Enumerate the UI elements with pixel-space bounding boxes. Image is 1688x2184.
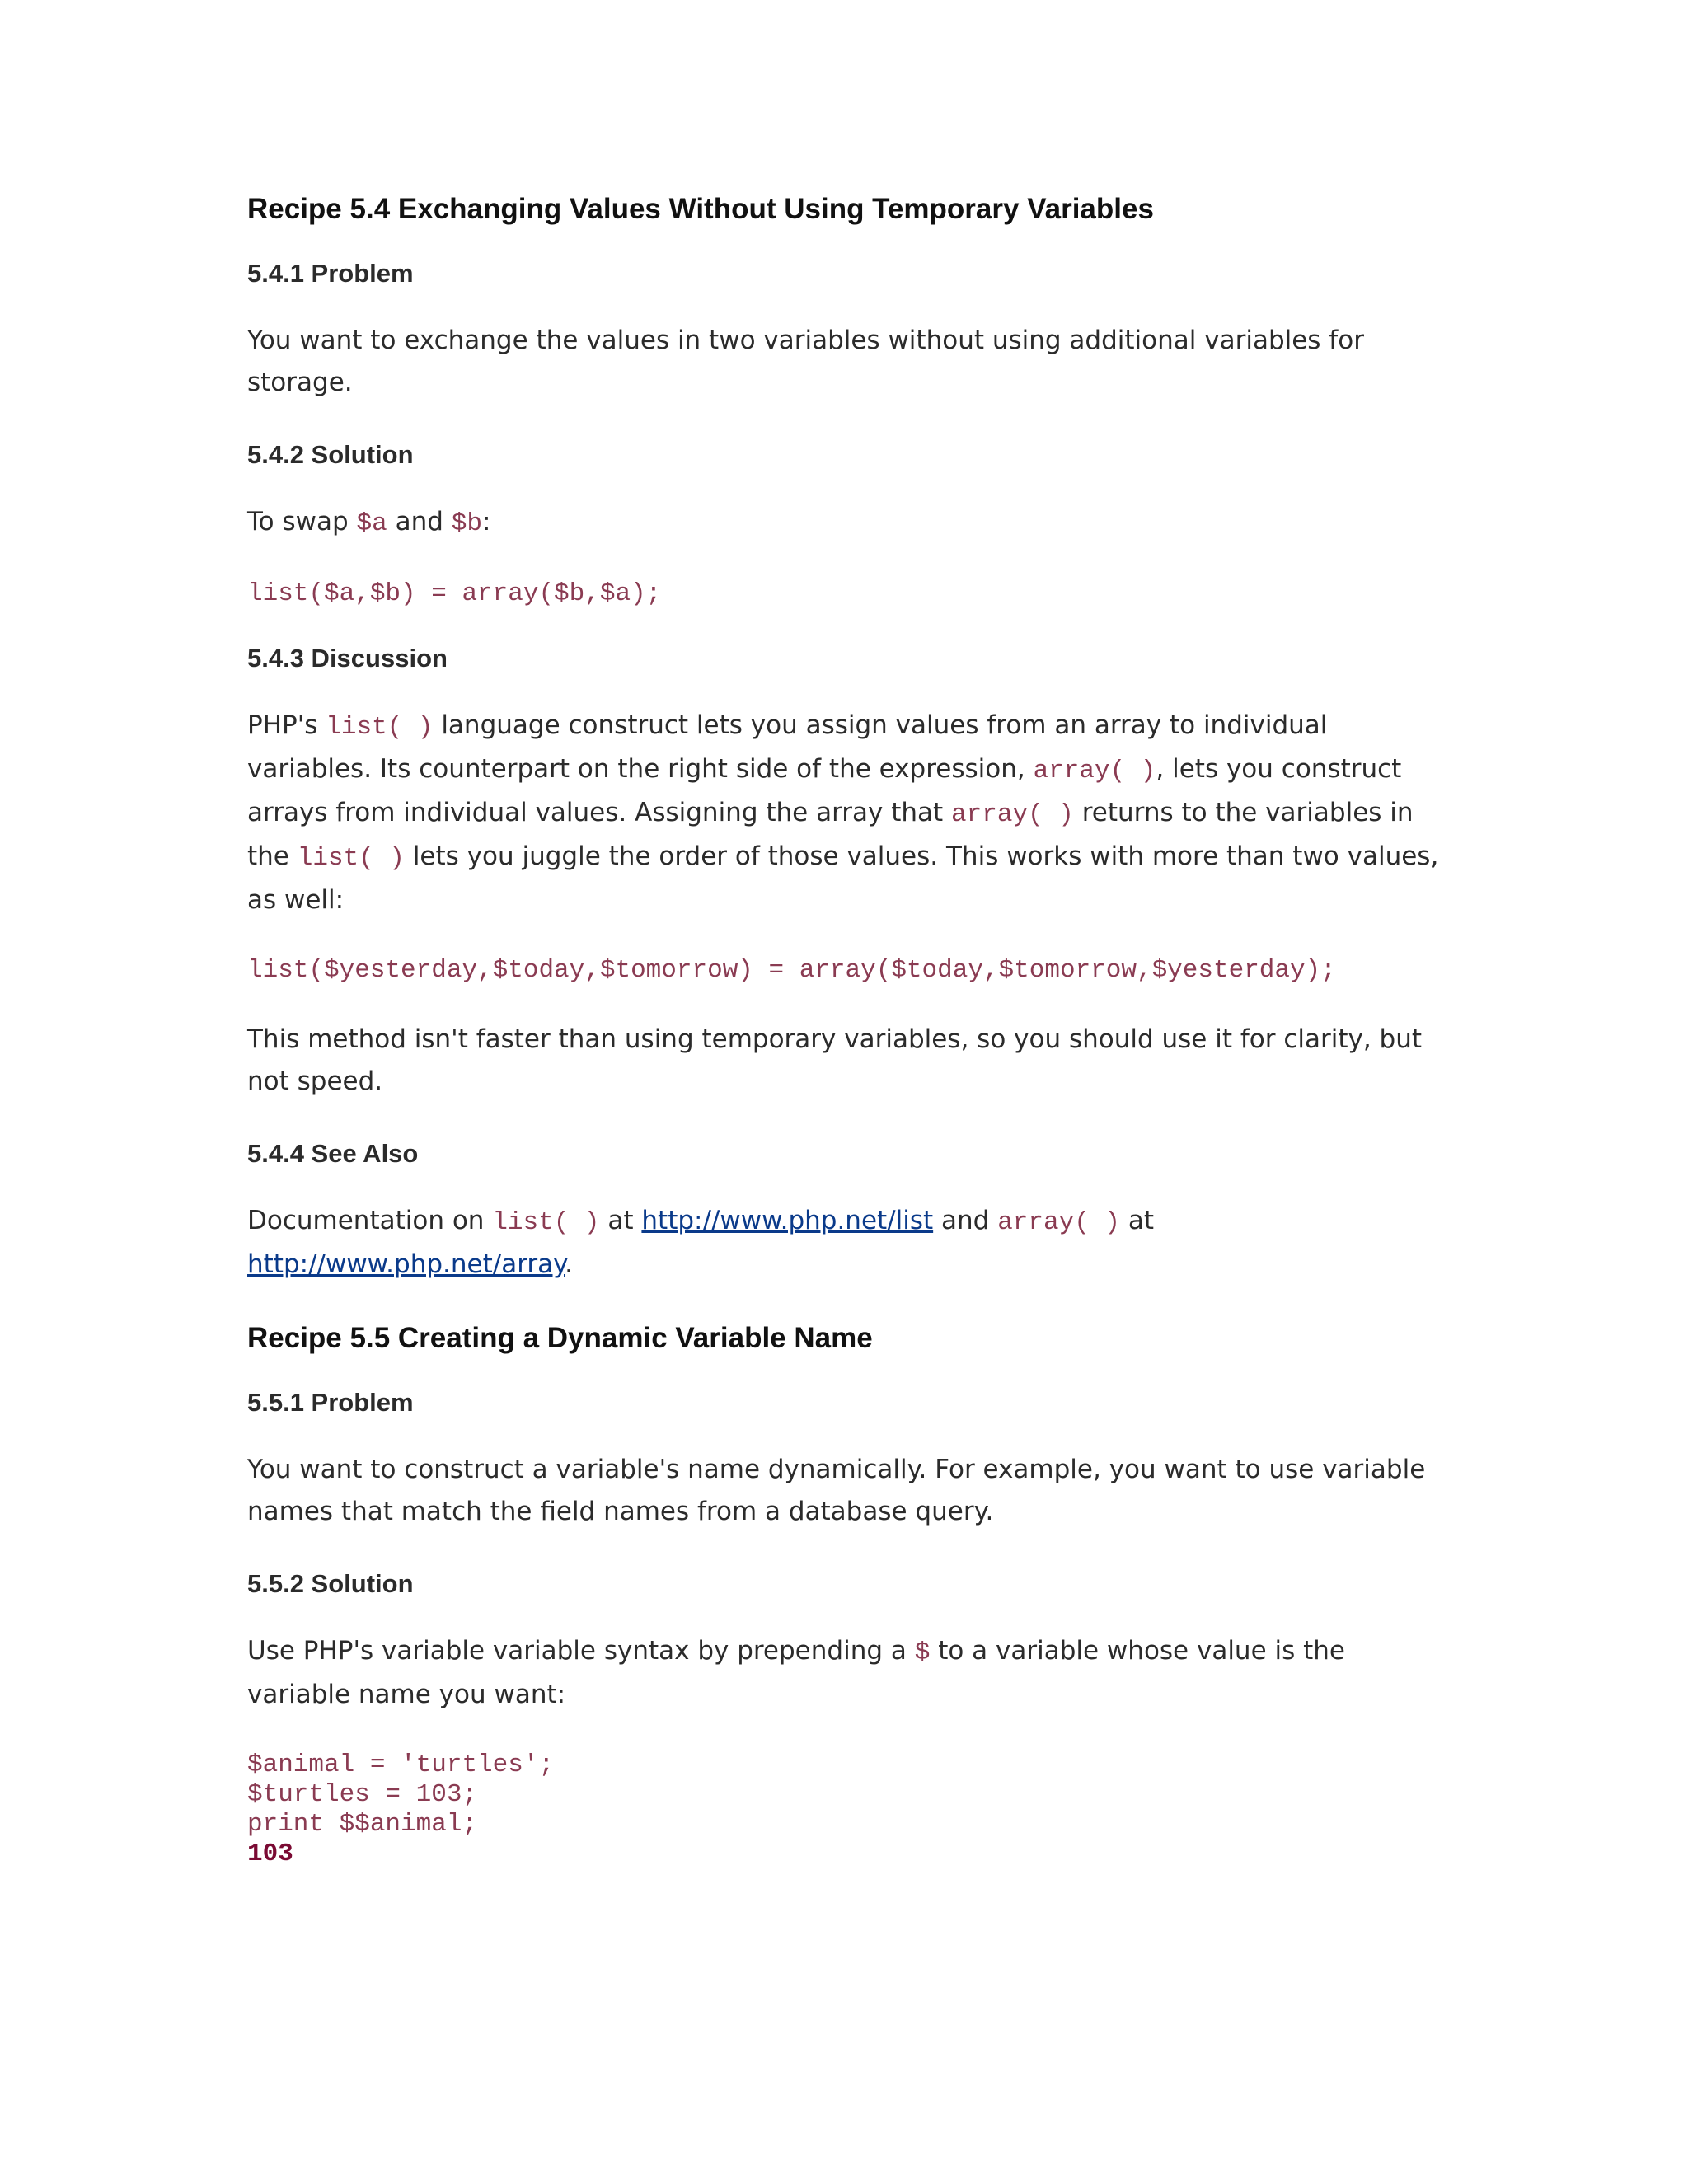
- code-block: list($a,$b) = array($b,$a);: [247, 579, 662, 608]
- text-fragment: to a variable whose value is the variable name you want:: [247, 1636, 1346, 1709]
- inline-code: $b: [451, 509, 482, 538]
- text-fragment: Documentation on: [247, 1206, 493, 1235]
- problem-heading: 5.5.1 Problem: [247, 1388, 414, 1417]
- php-list-link[interactable]: http://www.php.net/list: [641, 1206, 934, 1235]
- text-fragment: language construct lets you assign values from an array to individual variables. Its counterpart on the right side of the expression,: [247, 710, 1328, 784]
- code-line: print $$animal;: [247, 1810, 478, 1839]
- discussion-after-text: This method isn't faster than using temporary variables, so you should use it for clarity, but not speed.: [247, 1024, 1423, 1096]
- text-fragment: .: [565, 1249, 573, 1279]
- solution-heading: 5.4.2 Solution: [247, 440, 414, 469]
- inline-code: array( ): [951, 800, 1074, 829]
- inline-code: array( ): [1033, 757, 1156, 785]
- inline-code: $a: [356, 509, 387, 538]
- solution-intro: [247, 501, 1442, 545]
- text-fragment: , lets you construct arrays from individual values. Assigning the array that: [247, 754, 1402, 827]
- text-fragment: returns to the variables in the: [247, 798, 1414, 871]
- problem-text: You want to construct a variable's name dynamically. For example, you want to use variable names that match the field names from a database query.: [247, 1455, 1426, 1526]
- code-block: list($yesterday,$today,$tomorrow) = array($today,$tomorrow,$yesterday);: [247, 956, 1336, 985]
- solution-heading: 5.5.2 Solution: [247, 1569, 414, 1598]
- text-fragment: Use PHP's variable variable syntax by prepending a: [247, 1636, 915, 1666]
- text-fragment: and: [933, 1206, 998, 1235]
- inline-code: list( ): [326, 713, 434, 742]
- inline-code: array( ): [997, 1208, 1121, 1237]
- inline-code: list( ): [297, 844, 405, 873]
- text-fragment: :: [482, 507, 491, 537]
- see-also-text: [247, 1200, 1442, 1286]
- php-array-link[interactable]: http://www.php.net/array: [247, 1249, 565, 1279]
- problem-heading: 5.4.1 Problem: [247, 259, 414, 288]
- text-fragment: at: [599, 1206, 642, 1235]
- text-fragment: PHP's: [247, 710, 326, 740]
- problem-text: You want to exchange the values in two variables without using additional variables for storage.: [247, 326, 1364, 397]
- recipe-5-5-title: Recipe 5.5 Creating a Dynamic Variable Name: [247, 1322, 873, 1354]
- discussion-text: [247, 705, 1442, 921]
- code-line: $turtles = 103;: [247, 1780, 478, 1809]
- text-fragment: lets you juggle the order of those values. This works with more than two values, as well:: [247, 841, 1439, 915]
- discussion-heading: 5.4.3 Discussion: [247, 644, 448, 673]
- text-fragment: To swap: [247, 507, 357, 537]
- text-fragment: at: [1120, 1206, 1155, 1235]
- text-fragment: and: [387, 507, 452, 537]
- code-output: 103: [247, 1840, 293, 1868]
- document-page: [247, 191, 1442, 1902]
- code-line: $animal = 'turtles';: [247, 1750, 555, 1779]
- inline-code: $: [914, 1638, 931, 1667]
- code-block: [247, 1750, 1442, 1869]
- solution-text: [247, 1630, 1442, 1716]
- see-also-heading: 5.4.4 See Also: [247, 1139, 419, 1168]
- inline-code: list( ): [492, 1208, 600, 1237]
- recipe-5-4-title: Recipe 5.4 Exchanging Values Without Using Temporary Variables: [247, 193, 1154, 225]
